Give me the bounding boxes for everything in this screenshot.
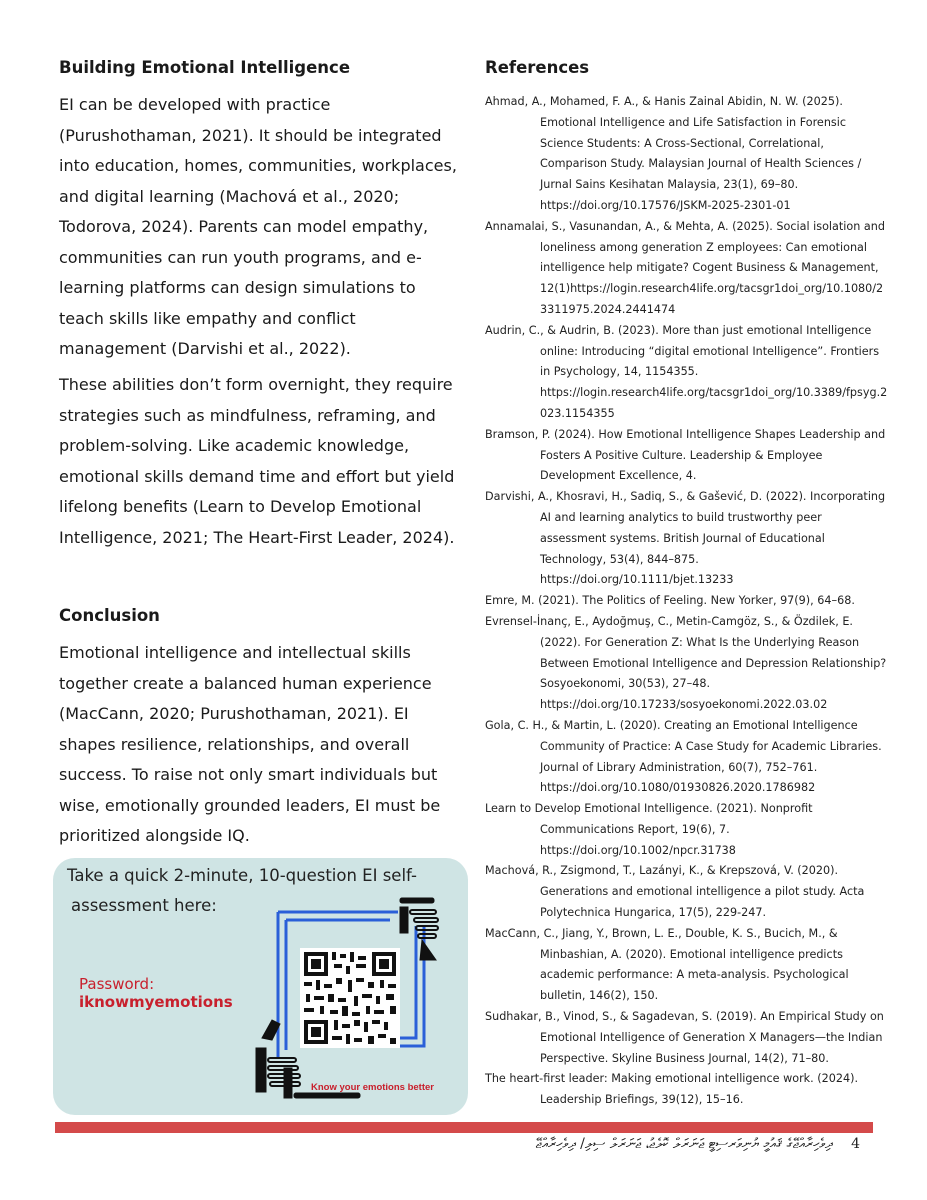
reference-item: Emre, M. (2021). The Politics of Feeling. New Yorker, 97(9), 64–68. [485, 594, 855, 608]
reference-item: Gola, C. H., & Martin, L. (2020). Creating an Emotional Intelligence Community of Practice: A Case Study for Academic Libraries. Journal of Library Administration, 60(7), 752–761. https://doi.org/10.1080/01930826.2020.1786982 [485, 718, 882, 795]
paragraph-conclusion: Emotional intelligence and intellectual skills together create a balanced human experience (MacCann, 2020; Purushothaman, 2021). EI shapes resilience, relationships, and overall success. To raise not only smart individuals but wise, emotionally grounded leaders, EI must be prioritized alongside IQ. [59, 643, 441, 845]
hand-top-right-icon [400, 898, 438, 960]
reference-item: Machová, R., Zsigmond, T., Lazányi, K., & Krepszová, V. (2020). Generations and emotional intelligence a pilot study. Acta Polytechnica Hungarica, 17(5), 229-247. [485, 864, 865, 920]
reference-item: Evrensel-İnanç, E., Aydoğmuş, C., Metin-Camgöz, S., & Özdilek, E. (2022). For Generation Z: What Is the Underlying Reason Between Emotional Intelligence and Depression Relationship? Sosyoekonomi, 30(53), 27–48. https://doi.org/10.17233/sosyoekonomi.2022.03.02 [485, 614, 887, 712]
footer-bar [55, 1122, 873, 1133]
reference-item: Learn to Develop Emotional Intelligence. (2021). Nonprofit Communications Report, 19(6), 7. https://doi.org/10.1002/npcr.31738 [485, 802, 813, 857]
footer-institution-text: ދިވެހިރާއްޖޭގެ ޤައުމީ ޔުނިވަރސިޓީ ޖަނަރަލް ކޮލެޖު، ޖަނަރަލް ސިލި/ ދިވެހިރާއްޖޭ [535, 1136, 833, 1152]
qr-code [300, 948, 400, 1048]
footer [0, 1136, 860, 1152]
paragraph-abilities: These abilities don’t form overnight, they require strategies such as mindfulness, reframing, and problem-solving. Like academic knowledge, emotional skills demand time and effort but yield lifelong benefits (Learn to Develop Emotional Intelligence, 2021; The Heart-First Leader, 2024). [59, 375, 455, 547]
reference-item: Audrin, C., & Audrin, B. (2023). More than just emotional Intelligence online: Introducing “digital emotional Intelligence”. Frontiers in Psychology, 14, 1154355. https://login.research4life.org/tacsgr1doi_org/10.3389/fpsyg.2023.1154355 [485, 323, 888, 420]
page-number: 4 [851, 1136, 860, 1152]
paragraph-building: EI can be developed with practice (Purushothaman, 2021). It should be integrated into education, homes, communities, workplaces, and digital learning (Machová et al., 2020; Todorova, 2024). Parents can model empathy, communities can run youth programs, and e-learning platforms can design simulations to teach skills like empathy and conflict management (Darvishi et al., 2022). [59, 95, 457, 358]
reference-list [485, 92, 890, 1111]
reference-item: Sudhakar, B., Vinod, S., & Sagadevan, S. (2019). An Empirical Study on Emotional Intelligence of Generation X Managers—the Indian Perspective. Skyline Business Journal, 14(2), 71–80. [485, 1010, 884, 1065]
qr-code-illustration[interactable] [248, 888, 468, 1115]
reference-item: Ahmad, A., Mohamed, F. A., & Hanis Zainal Abidin, N. W. (2025). Emotional Intelligence and Life Satisfaction in Forensic Science Students: A Cross-Sectional, Correlational, Comparison Study. Malaysian Journal of Health Sciences / Jurnal Sains Kesihatan Malaysia, 23(1), 69–80. https://doi.org/10.17576/JSKM-2025-2301-01 [485, 95, 862, 212]
callout-title-line2: assessment here: [71, 896, 217, 915]
reference-item: Darvishi, A., Khosravi, H., Sadiq, S., & Gašević, D. (2022). Incorporating AI and learning analytics to build trustworthy peer assessment systems. British Journal of Educational Technology, 53(4), 844–875. https://doi.org/10.1111/bjet.13233 [485, 490, 886, 587]
qr-caption: Know your emotions better [311, 1082, 434, 1093]
section-heading-building: Building Emotional Intelligence [59, 58, 351, 77]
password-value: iknowmyemotions [79, 993, 233, 1011]
reference-item: The heart-first leader: Making emotional intelligence work. (2024). Leadership Briefings, 39(12), 15–16. [485, 1072, 859, 1107]
references-heading: References [485, 58, 590, 77]
password-label: Password: [79, 975, 155, 993]
reference-item: Annamalai, S., Vasunandan, A., & Mehta, A. (2025). Social isolation and loneliness among generation Z employees: Can emotional intelligence help mitigate? Cogent Business & Management, 12(1)https://login.research4life.org/tacsgr1doi_org/10.1080/23311975.2024.2441474 [485, 219, 885, 316]
section-heading-conclusion: Conclusion [59, 606, 160, 625]
reference-item: Bramson, P. (2024). How Emotional Intelligence Shapes Leadership and Fosters A Positive Culture. Leadership & Employee Development Excellence, 4. [485, 427, 886, 483]
callout-title-line1: Take a quick 2-minute, 10-question EI self- [67, 866, 417, 885]
reference-item: MacCann, C., Jiang, Y., Brown, L. E., Double, K. S., Bucich, M., & Minbashian, A. (2020). Emotional intelligence predicts academic performance: A meta-analysis. Psychological bulletin, 146(2), 150. [485, 926, 849, 1003]
ei-assessment-callout [53, 858, 468, 1115]
